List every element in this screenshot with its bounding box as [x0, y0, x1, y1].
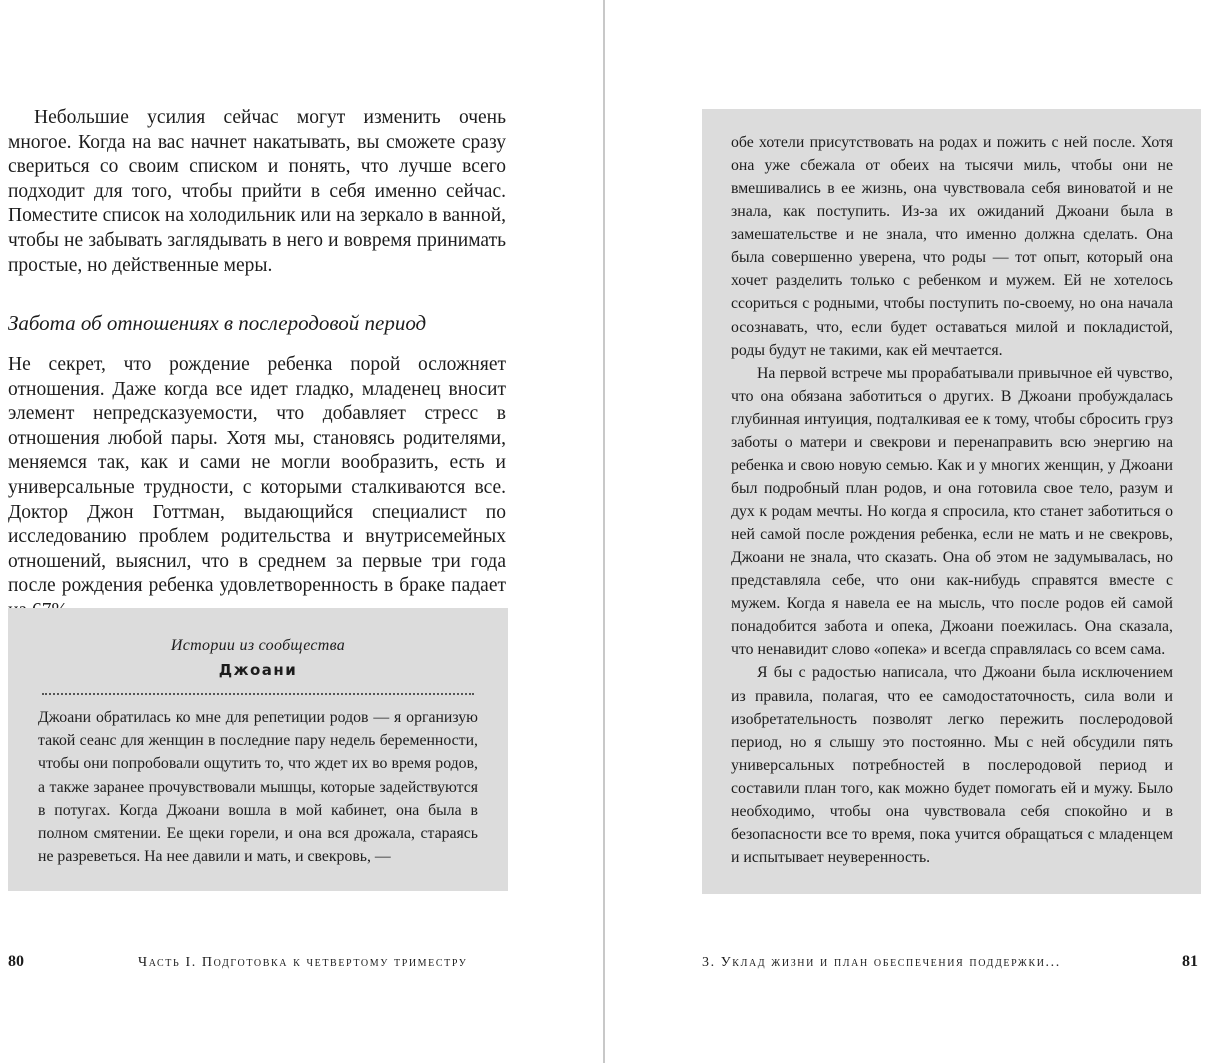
story-sidebar	[8, 608, 508, 891]
body-text	[8, 353, 506, 624]
paragraph: обе хотели присутствовать на родах и пожить с ней после. Хотя она уже сбежала от обеих на тысячи миль, чтобы они не вмешивались в ее жизнь, она чувствовала себя виноватой и не знала, как поступить. Из-за их ожиданий Джоани была в замешательстве и не знала, что именно должна сделать. Она была совершенно уверена, что роды — тот опыт, который она хочет разделить только с ребенком и мужем. Ей не хотелось ссориться с родными, чтобы поступить по-своему, но она начала осознавать, что, если будет оставаться милой и покладистой, роды будут не такими, как ей мечтается.	[731, 134, 1173, 359]
dotted-divider	[42, 693, 474, 695]
sidebar-title: Джоани	[218, 661, 298, 679]
sidebar-text	[731, 131, 1173, 869]
running-head: 3. Уклад жизни и план обеспечения поддержки...	[702, 955, 1061, 970]
intro-text	[8, 106, 506, 278]
right-page	[606, 0, 1209, 1063]
section-heading: Забота об отношениях в послеродовой период	[8, 311, 427, 335]
sidebar-caption: Истории из сообщества	[170, 637, 346, 654]
paragraph: На первой встрече мы прорабатывали привычное ей чувство, что она обязана заботиться о других. В Джоани пробуждалась глубинная интуиция, подталкивая ее к тому, чтобы сбросить груз заботы о матери и свекрови и перенаправить всю энергию на ребенка и свою новую семью. Как и у многих женщин, у Джоани был подробный план родов, и она готовила свое тело, разум и дух к родам мечты. Но когда я спросила, кто станет заботиться о ней самой после рождения ребенка, если не мать и не свекровь, Джоани не знала, что сказать. Она об этом не задумывалась, но представляла себе, что они как-нибудь справятся вместе с мужем. Когда я навела ее на мысль, что после родов ей самой понадобится забота и опека, Джоани поежилась. Она сказала, что ненавидит слово «опека» и всегда справлялась со всем сама.	[731, 364, 1173, 659]
page-number: 81	[1182, 953, 1198, 970]
paragraph: Не секрет, что рождение ребенка порой осложняет отношения. Даже когда все идет гладко, младенец вносит элемент непредсказуемости, что добавляет стресс в отношения любой пары. Хотя мы, становясь родителями, меняемся так, как и сами не могли вообразить, есть и универсальные трудности, с которыми сталкиваются все. Доктор Джон Готтман, выдающийся специалист по исследованию проблем родительства и внутрисемейных отношений, выяснил, что в среднем за первые три года после рождения ребенка удовлетворенность в браке падает	[8, 354, 506, 597]
left-page	[0, 0, 603, 1063]
book-spine	[603, 0, 605, 1063]
paragraph: Я бы с радостью написала, что Джоани была исключением из правила, полагая, что ее самодостаточность, сила воли и изобретательность позволят легко пережить послеродовой период, но я слышу это постоянно. Мы с ней обсудили пять универсальных потребностей в послеродовой период и составили план того, как можно будет помогать ей и мужу. Было необходимо, чтобы она чувствовала себя спокойно и в безопасности все то время, пока учится обращаться с младенцем и испытывает неуверенность.	[731, 664, 1173, 866]
paragraph: Небольшие усилия сейчас могут изменить очень многое. Когда на вас начнет накатывать, вы сможете сразу свериться со своим списком и понять, что лучше всего подходит для того, чтобы прийти в себя именно сейчас. Поместите список на холодильник или на зеркало в ванной, чтобы не забывать заглядывать в него и вовремя принимать простые, но действенные меры.	[8, 107, 507, 276]
sidebar-text	[38, 706, 478, 868]
paragraph: Джоани обратилась ко мне для репетиции родов — я организую такой сеанс для женщин в последние пару недель беременности, чтобы они попробовали ощутить то, что ждет их во время родов, а также заранее прочувствовали мышцы, которые задействуются в потугах. Когда Джоани вошла в мой кабинет, она была в полном смятении. Ее щеки горели, и она вся дрожала, стараясь не разреветься. На нее давили и мать, и свекровь, —	[38, 709, 478, 866]
story-sidebar-continued	[702, 109, 1201, 894]
page-number: 80	[8, 953, 24, 970]
running-head: Часть I. Подготовка к четвертому триместру	[138, 955, 468, 970]
